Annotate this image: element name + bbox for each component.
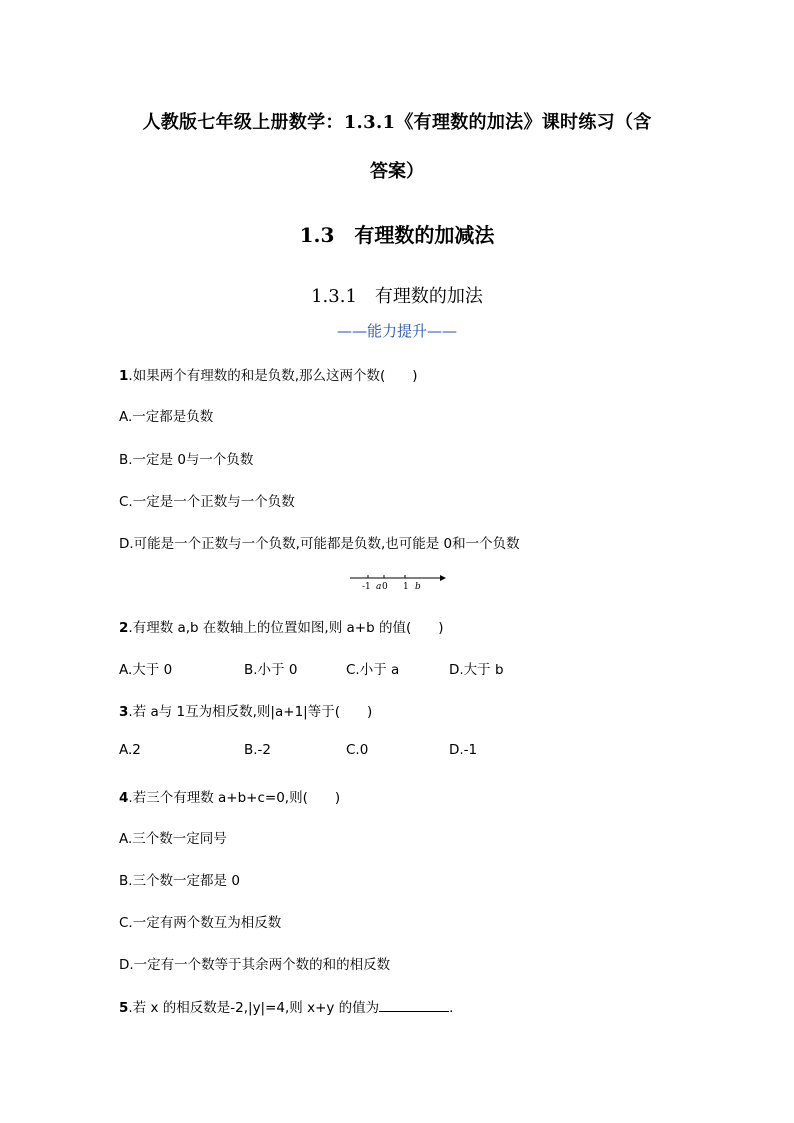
answer-blank[interactable]: [379, 999, 449, 1012]
option-b: B.一定是 0与一个负数: [119, 452, 254, 468]
option-c: C.小于 a: [346, 662, 400, 678]
section-heading: 1.3 有理数的加减法: [299, 223, 495, 247]
document-title-line-1: 人教版七年级上册数学：1.3.1《有理数的加法》课时练习（含: [142, 112, 652, 133]
option-d: D.大于 b: [449, 662, 504, 678]
question-number: 5: [119, 1000, 129, 1016]
question-stem: .如果两个有理数的和是负数,那么这两个数( ): [128, 368, 418, 384]
tick-label-zero: 0: [382, 582, 388, 592]
subsection-heading: 1.3.1 有理数的加法: [311, 286, 483, 307]
point-label-b: b: [415, 582, 421, 592]
tick-label-one: 1: [403, 582, 409, 592]
question-stem: .若三个有理数 a+b+c=0,则( ): [128, 790, 341, 806]
option-c: C.一定是一个正数与一个负数: [119, 494, 295, 510]
option-c: C.一定有两个数互为相反数: [119, 915, 282, 931]
question-stem: .若 x 的相反数是-2,|y|=4,则 x+y 的值为: [128, 1000, 380, 1016]
option-a: A.大于 0: [119, 662, 173, 678]
ability-tag: ——能力提升——: [336, 322, 457, 340]
option-c: C.0: [346, 742, 369, 758]
question-number: 3: [119, 704, 129, 720]
point-label-a: a: [376, 582, 382, 592]
option-a: A.三个数一定同号: [119, 831, 227, 847]
question-1: [119, 364, 418, 384]
number-line-figure: [348, 570, 448, 592]
option-b: B.三个数一定都是 0: [119, 873, 240, 889]
tick-label-minus-one: -1: [362, 582, 371, 592]
question-4: [119, 786, 340, 806]
question-number: 4: [119, 790, 129, 806]
option-d: D.一定有一个数等于其余两个数的和的相反数: [119, 957, 391, 973]
option-b: B.小于 0: [244, 662, 298, 678]
option-a: A.一定都是负数: [119, 409, 214, 425]
option-a: A.2: [119, 742, 141, 758]
question-stem: .若 a与 1互为相反数,则|a+1|等于( ): [128, 704, 373, 720]
question-5: 5.若 x 的相反数是-2,|y|=4,则 x+y 的值为 .: [119, 1000, 454, 1016]
option-b: B.-2: [244, 742, 272, 758]
option-d: D.可能是一个正数与一个负数,可能都是负数,也可能是 0和一个负数: [119, 536, 520, 552]
document-title-line-2: 答案）: [370, 161, 424, 182]
question-number: 2: [119, 620, 129, 636]
question-3: [119, 700, 372, 720]
question-2: [119, 616, 443, 636]
question-stem: .有理数 a,b 在数轴上的位置如图,则 a+b 的值( ): [128, 620, 444, 636]
question-number: 1: [119, 368, 129, 384]
option-d: D.-1: [449, 742, 478, 758]
